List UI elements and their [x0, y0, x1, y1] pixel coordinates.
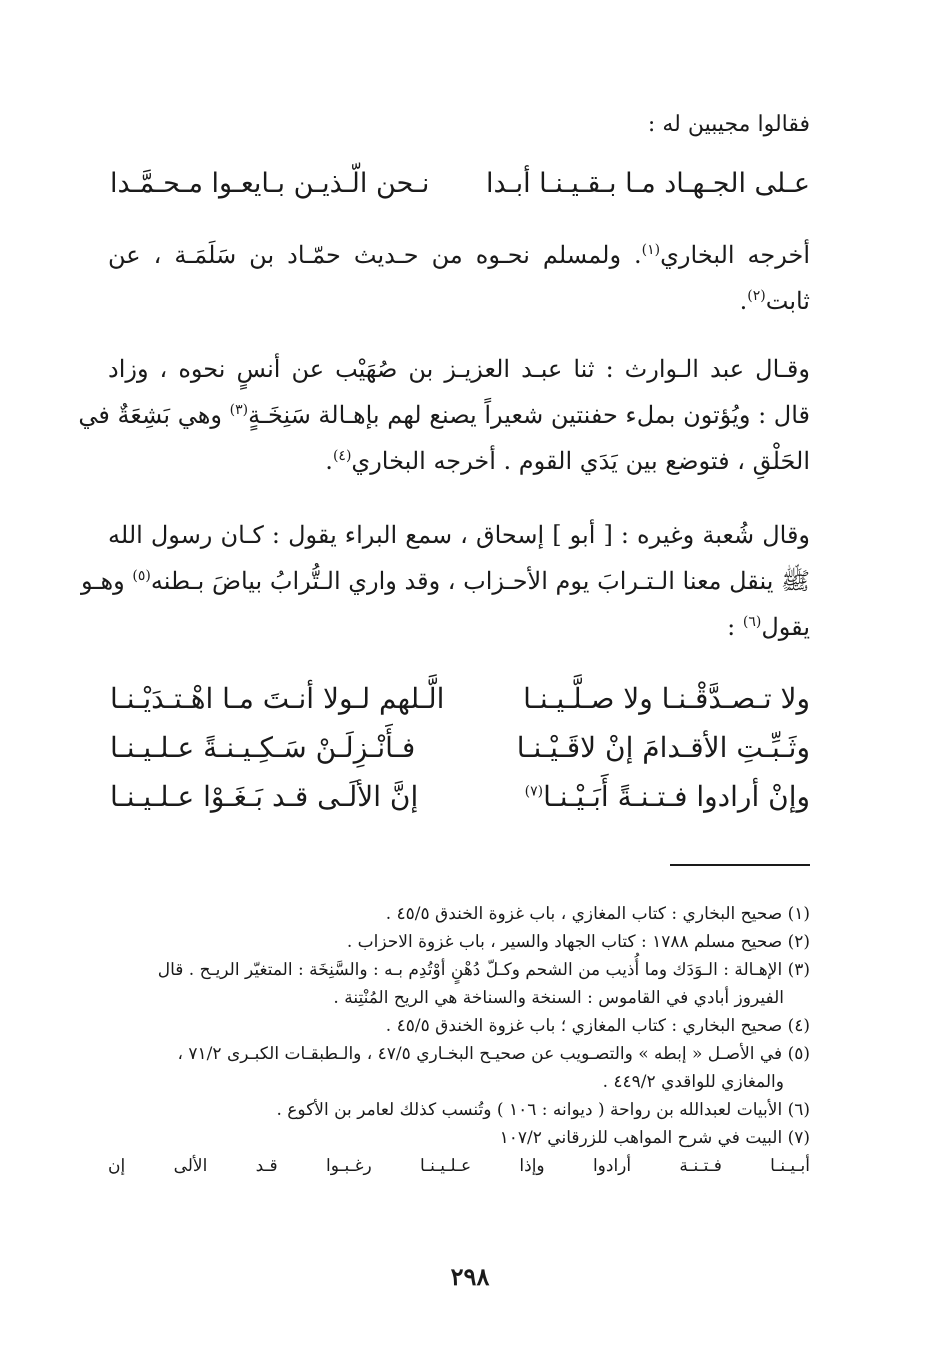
verse-couplet	[110, 163, 810, 203]
footnote-7: (٧) البيت في شرح المواهب للزرقاني ١٠٧/٢	[499, 1128, 810, 1148]
paragraph-line: ﷺ ينقل معنا الـتـرابَ يوم الأحـزاب ، وقد واري الـتُّرابُ بياضَ بـطنه$^{(٥)}$ وهـو	[81, 567, 810, 595]
paragraph-line: وقـال عبد الـوارث : ثنا عبـد العزيـز بن صُهَيْب عن أنسٍ نحوه ، وزاد	[108, 355, 810, 383]
footnote-5: (٥) في الأصـل « إبطه » والتصـويب عن صحيـح البخـاري ٤٧/٥ ، والـطبقـات الكبـرى ٧١/٢ ،	[177, 1044, 810, 1064]
footnote-ref[interactable]: (٦)	[742, 614, 762, 630]
footnote-ref[interactable]: (٧)	[524, 783, 544, 800]
footnote-3-continued: الفيروز أبادي في القاموس : السنخة والسناخة هي الريح المُنْتِنة .	[333, 988, 784, 1008]
verse-word: عـلـيـنـا	[419, 1156, 472, 1176]
footnote-2: (٢) صحيح مسلم ١٧٨٨ : كتاب الجهاد والسير ، باب غزوة الاحزاب .	[346, 932, 810, 952]
footnote-ref[interactable]: (٢)	[747, 288, 766, 304]
footnote-separator	[670, 864, 810, 866]
paragraph-line: أخرجه البخاري$^{(١)}$. ولمسلم نحـوه من حـديث حمّـاد بن سَلَمَـة ، عن	[108, 241, 810, 269]
first-hemistich: إنَّ الألَـى قـد بَـغَـوْا عـلـيـنـا	[110, 779, 419, 813]
paragraph-line: وقال شُعبة وغيره : [ أبو ] إسحاق ، سمع البراء يقول : كـان رسول الله	[108, 521, 810, 549]
second-hemistich: وثَـبِّـتِ الأقـدامَ إنْ لاقَـيْـنـا	[516, 730, 810, 764]
verse-word: قـد	[255, 1156, 278, 1176]
footnote-ref[interactable]: (١)	[641, 242, 661, 258]
second-hemistich: عـلى الجـهـاد مـا بـقـيـنـا أبـدا	[486, 167, 810, 199]
paragraph-line: قال : ويُؤتون بملء حفنتين شعيراً يصنع لهم بإهـالة سَنِخَـةٍ$^{(٣)}$ وهي بَشِعَةٌ في	[78, 401, 810, 429]
paragraph-abd-alwarith	[78, 346, 810, 484]
second-hemistich: وإنْ أرادوا فـتـنـةً أَبَـيْـنـا$^{(٧)}$	[524, 779, 810, 813]
verse-word: رغـبـوا	[325, 1156, 372, 1176]
first-hemistich: فـأَنْـزِلَـنْ سَـكِـيـنـةً عـلـيـنـا	[110, 730, 416, 764]
footnote-6: (٦) الأبيات لعبدالله بن رواحة ( ديوانه : ١٠٦ ) وتُنسب كذلك لعامر بن الأكوع .	[276, 1100, 810, 1120]
footnote-3: (٣) الإهـالة : الـوَدَك وما أُذيب من الشحم وكـلّ دُهْنٍ أوْتُدِم بـه : والسَّنِخَة : المتغيّر الريـح . قال	[157, 960, 810, 980]
footnote-ref[interactable]: (٣)	[229, 402, 249, 418]
footnote-5-continued: والمغازي للواقدي ٤٤٩/٢ .	[602, 1072, 784, 1092]
footnote-ref[interactable]: (٤)	[332, 448, 352, 464]
verse-word: أبـيـنـا	[770, 1156, 810, 1176]
intro-line: فقالوا مجيبين له :	[647, 112, 810, 137]
second-hemistich: ولا تـصـدَّقْـنـا ولا صـلَّـيـنـا	[523, 681, 810, 715]
first-hemistich: الَّـلهم لـولا أنـتَ مـا اهْـتـدَيْـنـا	[110, 681, 445, 715]
footnotes	[108, 900, 810, 1180]
paragraph-line: يقول$^{(٦)}$ :	[727, 613, 810, 641]
poem-line	[110, 725, 810, 769]
poem-line	[110, 774, 810, 818]
footnote-ref[interactable]: (٥)	[132, 568, 151, 584]
paragraph-shuba	[81, 512, 810, 650]
paragraph-line: الحَلْقِ ، فتوضع بين يَدَي القوم . أخرجه البخاري$^{(٤)}$.	[325, 447, 810, 475]
verse-word: وإذا	[519, 1156, 545, 1176]
footnote-1: (١) صحيح البخاري : كتاب المغازي ، باب غزوة الخندق ٤٥/٥ .	[385, 904, 810, 924]
verse-word: الألى	[173, 1156, 208, 1176]
verse-word: فـتـنـة	[679, 1156, 722, 1176]
verse-word: إن	[108, 1156, 126, 1176]
first-hemistich: نـحن الّـذيـن بـايعـوا مـحـمَّـدا	[110, 167, 430, 199]
footnote-4: (٤) صحيح البخاري : كتاب المغازي ؛ باب غزوة الخندق ٤٥/٥ .	[385, 1016, 810, 1036]
paragraph-line: ثابت$^{(٢)}$.	[739, 287, 810, 315]
page-number: ٢٩٨	[450, 1262, 490, 1291]
poem-line	[110, 676, 810, 720]
verse-word: أرادوا	[592, 1156, 632, 1176]
footnote-7-verse	[108, 1152, 810, 1180]
paragraph-bukhari-muslim	[108, 232, 810, 324]
